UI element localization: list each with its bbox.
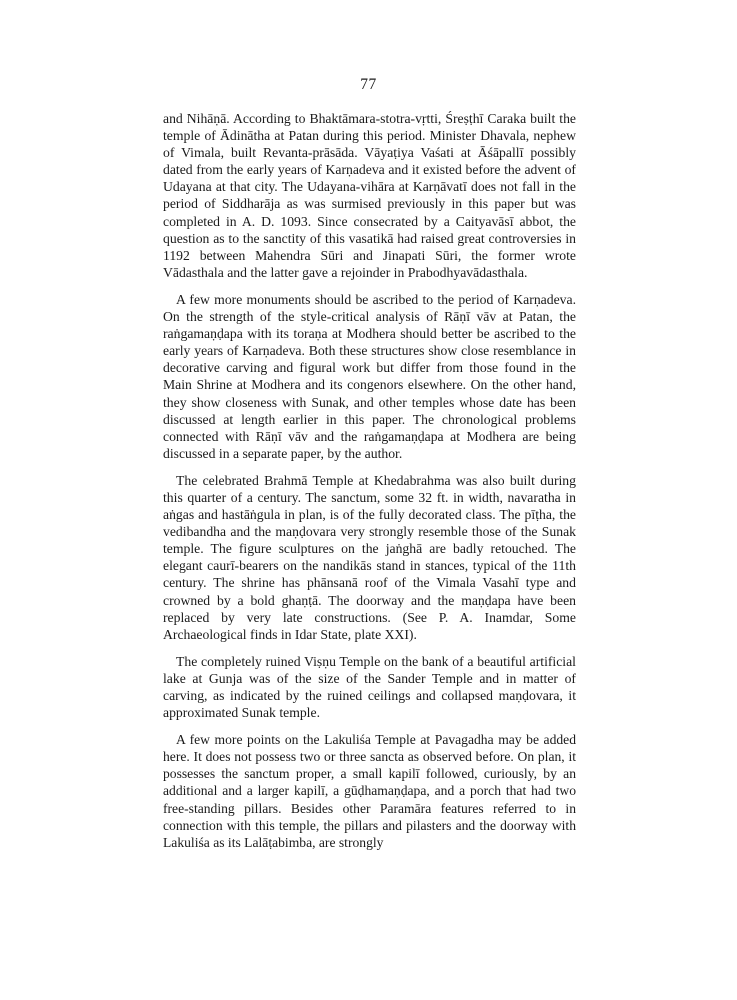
paragraph-monuments-karnadeva-continued: and Nihāṇā. According to Bhaktāmara-stotra-vṛtti, Śreṣṭhī Caraka built the temple of Ādinātha at Patan during this period. Minister Dhavala, nephew of Vimala, built Revanta-prāsāda. Vāyaṭiya Vaśati at Āśāpallī possibly dated from the early years of Karṇadeva and it existed before the advent of Udayana at that city. The Udayana-vihāra at Karṇāvatī does not fall in the period of Siddharāja as was surmised previously in this paper but was completed in A. D. 1093. Since consecrated by a Caityavāsī abbot, the question as to the sanctity of this vasatikā had raised great controversies in 1192 between Mahendra Sūri and Jinapati Sūri, the former wrote Vādasthala and the latter gave a rejoinder in Prabodhyavādasthala. <box>163 111 576 280</box>
paragraph-vishnu-temple-gunja: The completely ruined Viṣṇu Temple on the bank of a beautiful artificial lake at Gunja was of the size of the Sander Temple and in matter of carving, as indicated by the ruined ceilings and collapsed maṇḍovara, it approximated Sunak temple. <box>163 653 576 721</box>
page-number: 77 <box>360 76 377 93</box>
paragraph-rani-vav-modhera: A few more monuments should be ascribed to the period of Karṇadeva. On the strength of the style-critical analysis of Rāṇī vāv at Patan, the raṅgamaṇḍapa with its toraṇa at Modhera should better be ascribed to the early years of Karṇadeva. Both these structures show close resemblance in decorative carving and figural work but differ from those found in the Main Shrine at Modhera and its congenors elsewhere. On the other hand, they show closeness with Sunak, and other temples whose date has been discussed at length earlier in this paper. The chronological problems connected with Rāṇī vāv and the raṅgamaṇḍapa at Modhera are being discussed in a separate paper, by the author. <box>163 291 576 461</box>
paragraph-lakulisa-temple-pavagadha: A few more points on the Lakuliśa Temple at Pavagadha may be added here. It does not possess two or three sancta as observed before. On plan, it possesses the sanctum proper, a small kapilī followed, curiously, by an additional and a larger kapilī, a gūḍhamaṇḍapa, and a porch that had two free-standing pillars. Besides other Paramāra features referred to in connection with this temple, the pillars and pilasters and the doorway with Lakuliśa as its Lalāṭabimba, are strongly <box>163 732 576 850</box>
paragraph-brahma-temple-khedabrahma: The celebrated Brahmā Temple at Khedabrahma was also built during this quarter of a century. The sanctum, some 32 ft. in width, navaratha in aṅgas and hastāṅgula in plan, is of the fully decorated class. The pīṭha, the vedibandha and the maṇḍovara very strongly resemble those of the Sunak temple. The figure sculptures on the jaṅghā are badly retouched. The elegant caurī-bearers on the nandikās stand in stances, typical of the 11th century. The shrine has phānsanā roof of the Vimala Vasahī type and crowned by a bold ghaṇṭā. The doorway and the maṇḍapa have been replaced by very late constructions. (See P. A. Inamdar, Some Archaeological finds in Idar State, plate XXI). <box>163 472 576 642</box>
body-text <box>163 110 576 861</box>
